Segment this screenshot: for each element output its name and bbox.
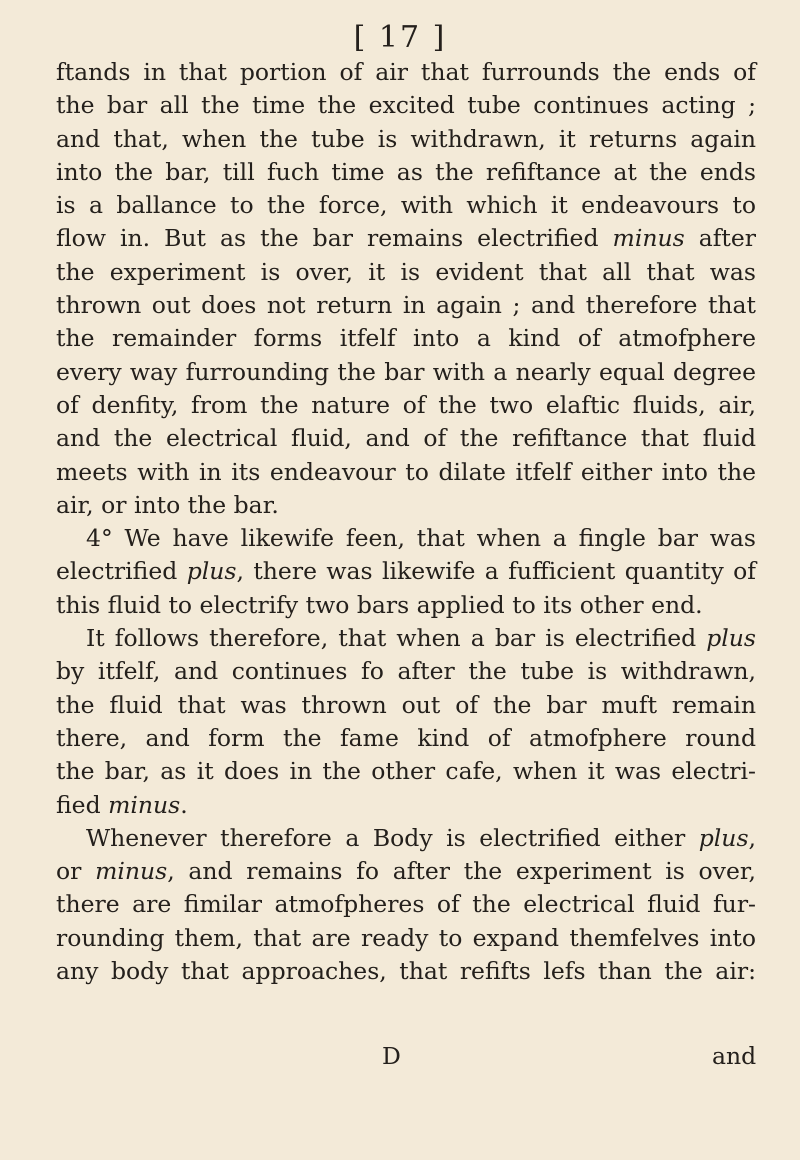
text-span: It follows therefore, that when a bar is electrified <box>86 624 707 653</box>
signature-mark: D <box>382 1042 401 1070</box>
body-text <box>56 56 756 988</box>
text-line: the bar all the time the excited tube continues acting ; <box>56 91 756 120</box>
page-number: [ 17 ] <box>353 20 447 55</box>
italic-term: plus <box>706 624 756 653</box>
text-span: Whenever therefore a Body is electrified either <box>86 823 699 852</box>
text-line: thrown out does not return in again ; and therefore that <box>56 291 756 320</box>
italic-term: plus <box>186 557 237 586</box>
text-line <box>56 789 756 822</box>
text-line: by itfelf, and continues fo after the tube is withdrawn, <box>56 657 756 686</box>
text-line: the experiment is over, it is evident that all that was <box>56 257 756 286</box>
text-line <box>56 855 756 888</box>
text-line <box>56 222 756 255</box>
text-line: rounding them, that are ready to expand themfelves into <box>56 923 756 952</box>
text-line: any body that approaches, that refifts lefs than the air: <box>56 957 756 986</box>
text-span: , <box>748 823 756 852</box>
text-line: 4° We have likewife feen, that when a fingle bar was <box>86 524 756 553</box>
text-line <box>56 822 756 855</box>
text-line: the fluid that was thrown out of the bar muft remain <box>56 690 756 719</box>
text-line: this fluid to electrify two bars applied to its other end. <box>56 590 703 619</box>
text-line: the bar, as it does in the other cafe, when it was electri- <box>56 757 756 786</box>
text-line: and that, when the tube is withdrawn, it returns again <box>56 124 756 153</box>
text-line: there are fimilar atmofpheres of the electrical fluid fur- <box>56 890 756 919</box>
text-span: , and remains fo after the experiment is over, <box>167 857 756 886</box>
text-line: is a ballance to the force, with which it endeavours to <box>56 191 756 220</box>
page-footer <box>0 1039 800 1073</box>
text-span: after <box>684 224 757 253</box>
text-line: ftands in that portion of air that furrounds the ends of <box>56 58 756 86</box>
text-line <box>56 622 756 655</box>
text-line: every way furrounding the bar with a nearly equal degree <box>56 357 756 386</box>
text-span: electrified <box>56 557 187 586</box>
text-span: fied <box>56 790 109 819</box>
italic-term: minus <box>108 790 181 819</box>
text-line: there, and form the fame kind of atmofphere round <box>56 723 756 752</box>
text-line: and the electrical fluid, and of the refiftance that fluid <box>56 424 756 453</box>
text-line <box>56 555 756 588</box>
text-line: the remainder forms itfelf into a kind of atmofphere <box>56 324 756 353</box>
catchword: and <box>712 1042 757 1070</box>
text-span: flow in. But as the bar remains electrified <box>56 224 613 253</box>
text-line: air, or into the bar. <box>56 490 279 519</box>
italic-term: minus <box>95 857 168 886</box>
text-line: of denfity, from the nature of the two elaftic fluids, air, <box>56 390 756 419</box>
italic-term: minus <box>612 224 685 253</box>
text-line: into the bar, till fuch time as the refiftance at the ends <box>56 157 756 186</box>
text-line: meets with in its endeavour to dilate itfelf either into the <box>56 457 756 486</box>
text-span: . <box>180 790 188 819</box>
text-span: , there was likewife a fufficient quantity of <box>236 557 757 586</box>
italic-term: plus <box>698 823 749 852</box>
text-span: or <box>56 857 96 886</box>
